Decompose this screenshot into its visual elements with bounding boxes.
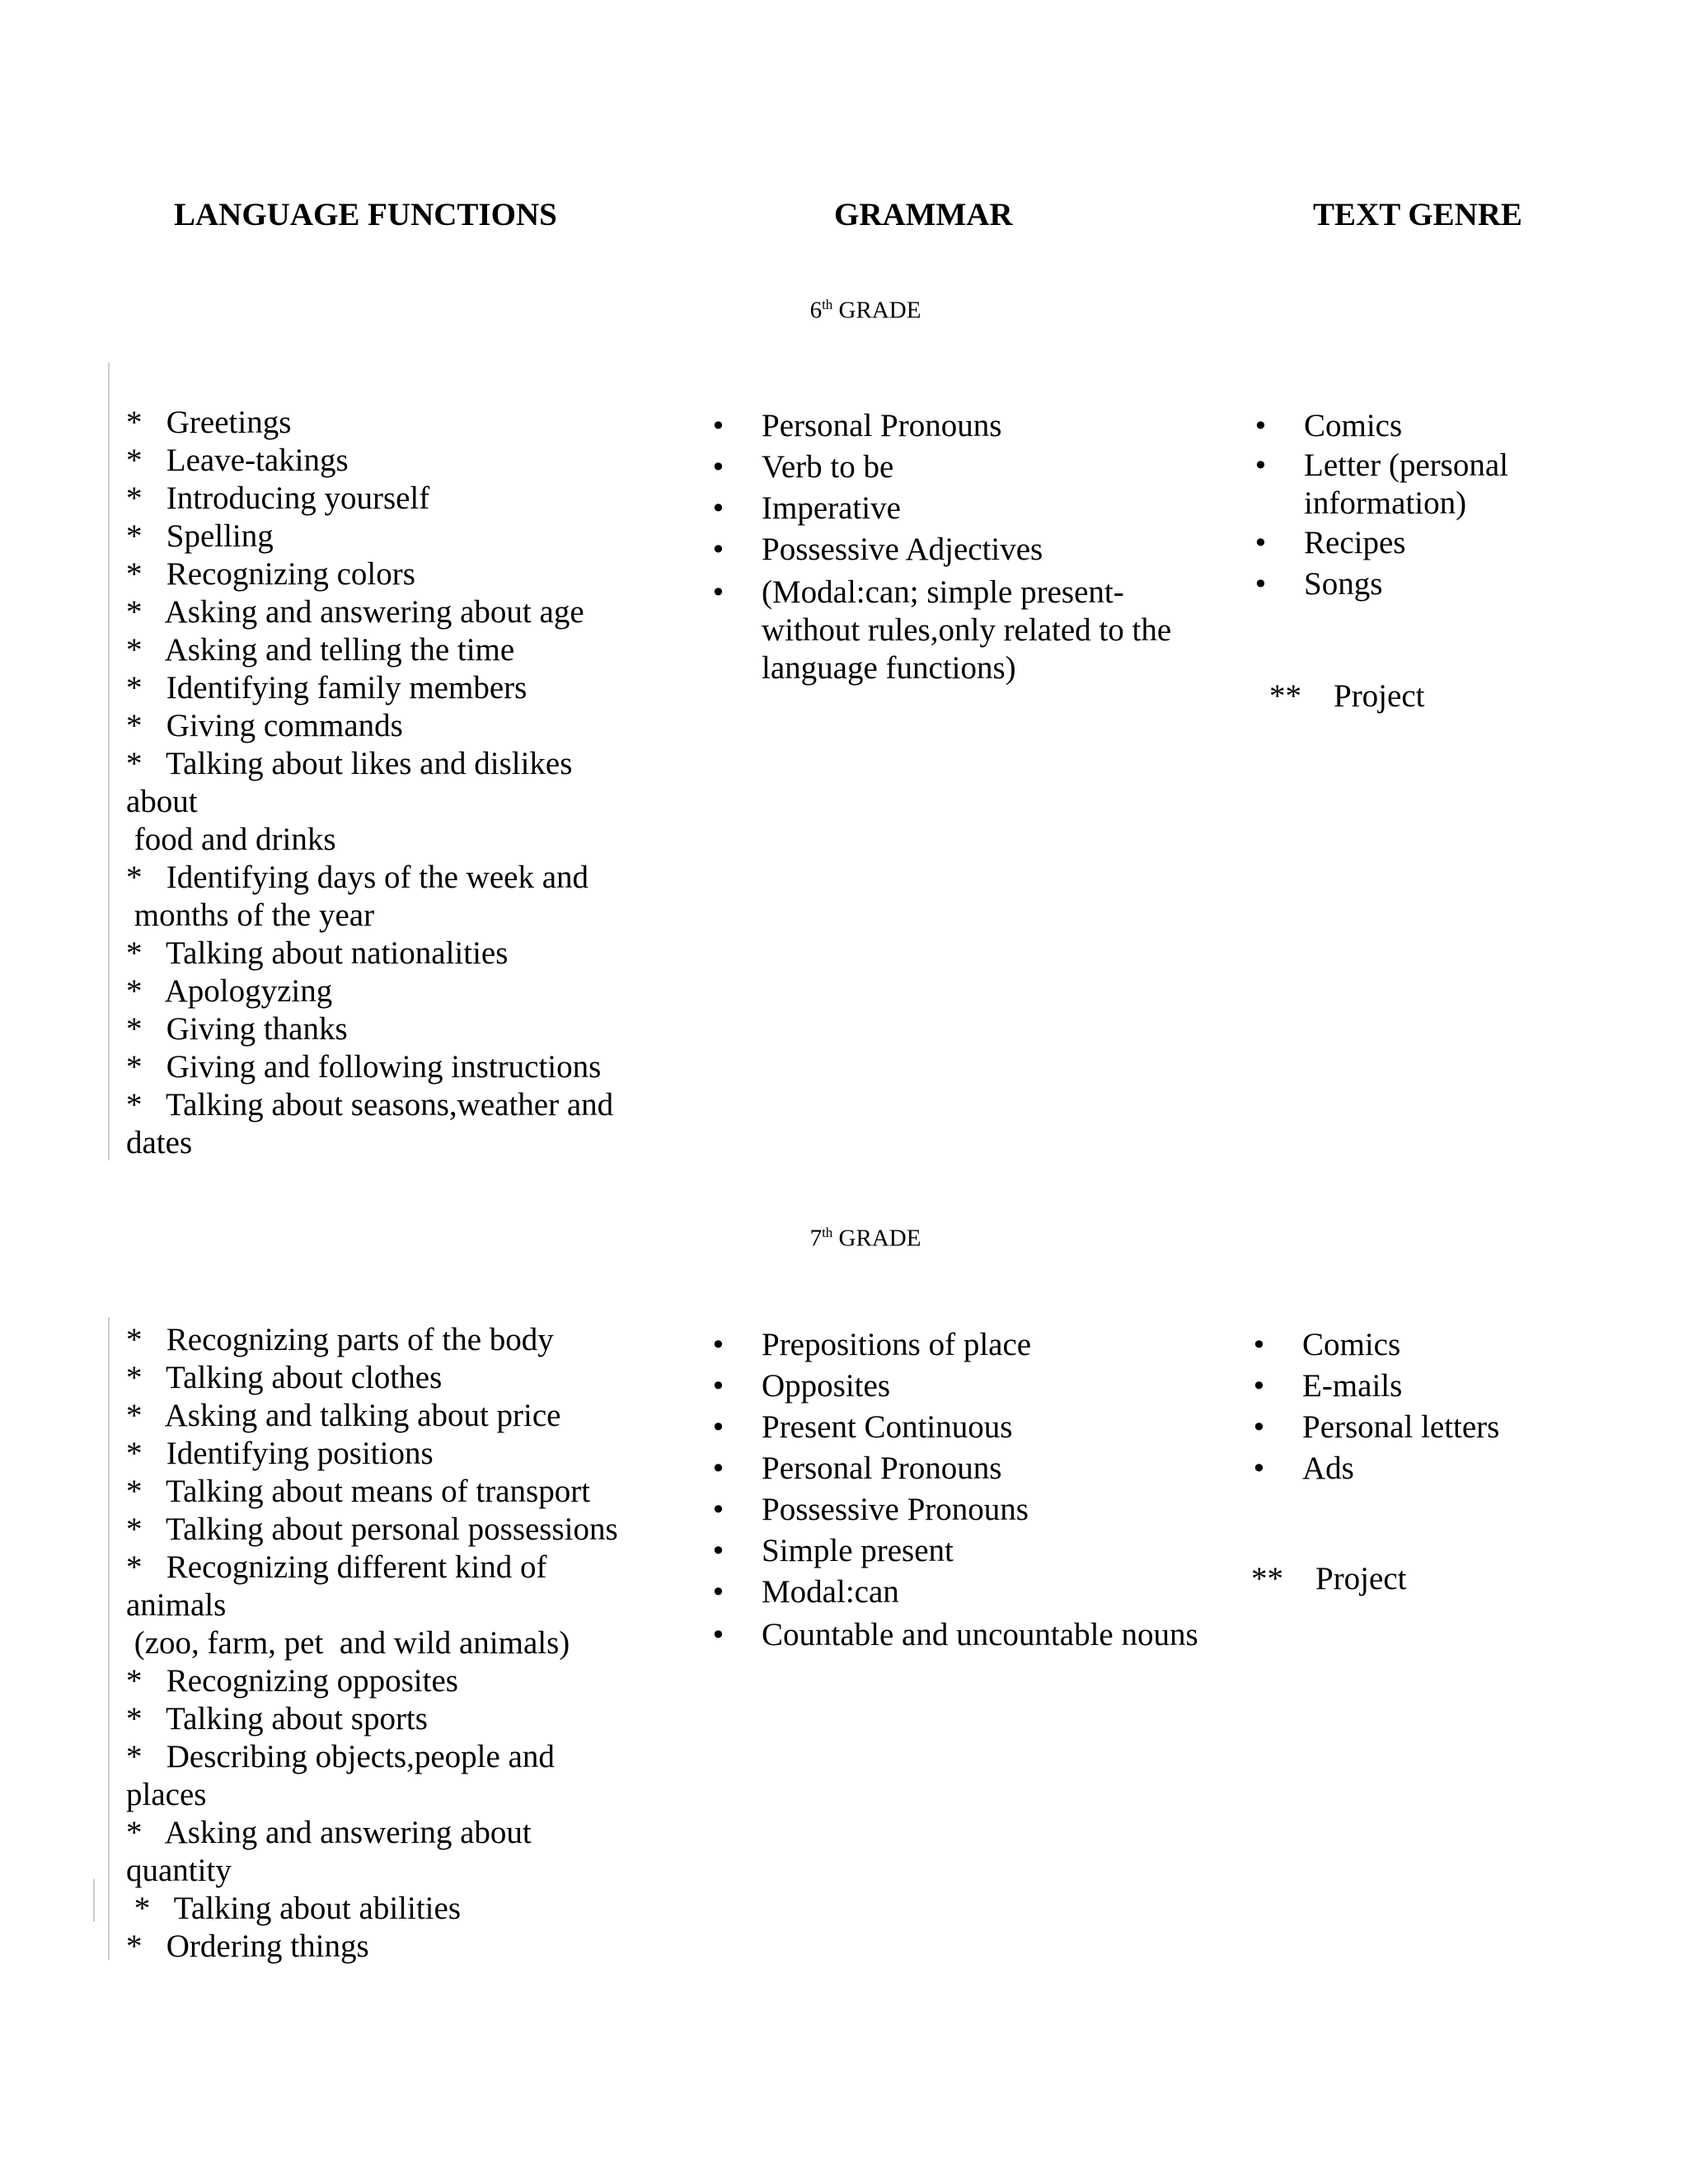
list-item: * Leave-takings — [126, 443, 349, 478]
list-item: * Giving thanks — [126, 1011, 348, 1047]
list-item: * Recognizing colors — [126, 556, 415, 592]
list-item: about — [126, 784, 198, 819]
list-item: * Giving and following instructions — [126, 1049, 602, 1085]
list-item: * Talking about seasons,weather and — [126, 1087, 614, 1122]
grade-7-project: ** Project — [1251, 1561, 1407, 1596]
list-item: * Talking about sports — [126, 1701, 428, 1736]
list-item: * Identifying family members — [126, 670, 528, 705]
list-item: • Personal letters — [1251, 1407, 1581, 1448]
list-item: • Simple present — [710, 1530, 1205, 1572]
list-item: • Comics — [1251, 1324, 1581, 1366]
list-item: * Asking and telling the time — [126, 632, 515, 668]
list-item: * Asking and answering about age — [126, 594, 584, 630]
list-item: * Recognizing parts of the body — [126, 1322, 554, 1357]
list-item: • Opposites — [710, 1366, 1205, 1407]
list-item: * Apologyzing — [126, 973, 333, 1009]
margin-line — [108, 363, 110, 1160]
list-item: * Describing objects,people and — [126, 1739, 555, 1774]
grade-suffix: th — [822, 1225, 833, 1240]
list-item: * Talking about clothes — [126, 1360, 443, 1395]
list-item: • (Modal:can; simple present- without rules,only related to the language functions) — [710, 574, 1205, 687]
list-item: • Personal Pronouns — [710, 405, 1205, 447]
list-item: * Talking about personal possessions — [126, 1511, 618, 1547]
list-item: • Recipes — [1253, 523, 1582, 564]
list-item: * Talking about means of transport — [126, 1474, 591, 1509]
list-item: • Songs — [1253, 564, 1582, 605]
grade-6-grammar — [710, 405, 1205, 687]
list-item: • Imperative — [710, 488, 1205, 529]
grade-number: 7 — [809, 1225, 823, 1252]
grade-label: GRADE — [832, 1225, 921, 1252]
list-item: * Spelling — [126, 518, 274, 554]
list-item: * Talking about abilities — [126, 1891, 461, 1926]
grade-6-language-functions — [126, 404, 613, 1162]
list-item: • Comics — [1253, 405, 1582, 447]
grade-7-text-genre — [1251, 1324, 1581, 1489]
grade-7-language-functions — [126, 1321, 618, 1966]
list-item: * Greetings — [126, 405, 292, 440]
header-language-functions: LANGUAGE FUNCTIONS — [174, 197, 557, 232]
grade-7-heading — [0, 1225, 1688, 1253]
list-item: • Present Continuous — [710, 1407, 1205, 1448]
list-item: * Recognizing opposites — [126, 1663, 458, 1699]
list-item: • Possessive Pronouns — [710, 1489, 1205, 1530]
list-item: * Identifying positions — [126, 1436, 434, 1471]
list-item: months of the year — [126, 898, 375, 933]
list-item: * Talking about likes and dislikes — [126, 746, 573, 781]
list-item: places — [126, 1777, 207, 1812]
list-item: • Verb to be — [710, 447, 1205, 488]
margin-line — [93, 1879, 95, 1922]
header-grammar: GRAMMAR — [834, 197, 1013, 232]
list-item: quantity — [126, 1853, 232, 1888]
list-item: • Countable and uncountable nouns — [710, 1616, 1205, 1654]
list-item: (zoo, farm, pet and wild animals) — [126, 1625, 570, 1661]
list-item: * Asking and talking about price — [126, 1398, 561, 1433]
list-item: * Asking and answering about — [126, 1815, 532, 1850]
grade-6-text-genre — [1253, 405, 1582, 605]
list-item: * Identifying days of the week and — [126, 860, 589, 895]
list-item: * Giving commands — [126, 708, 403, 743]
list-item: animals — [126, 1587, 227, 1623]
list-item: • Letter (personal information) — [1253, 447, 1582, 523]
list-item: • Prepositions of place — [710, 1324, 1205, 1366]
list-item: * Ordering things — [126, 1929, 369, 1964]
list-item: • Personal Pronouns — [710, 1448, 1205, 1489]
grade-7-grammar — [710, 1324, 1205, 1654]
list-item: * Talking about nationalities — [126, 935, 509, 971]
list-item: • Possessive Adjectives — [710, 529, 1205, 570]
grade-suffix: th — [822, 297, 833, 312]
list-item: food and drinks — [126, 822, 336, 857]
header-text-genre: TEXT GENRE — [1313, 197, 1522, 232]
list-item: * Introducing yourself — [126, 480, 430, 516]
list-item: • E-mails — [1251, 1366, 1581, 1407]
margin-line — [108, 1317, 110, 1960]
list-item: dates — [126, 1125, 193, 1160]
grade-6-heading — [0, 297, 1688, 325]
list-item: * Recognizing different kind of — [126, 1549, 547, 1585]
list-item: • Ads — [1251, 1448, 1581, 1489]
grade-6-project: ** Project — [1269, 678, 1425, 714]
list-item: • Modal:can — [710, 1572, 1205, 1613]
grade-number: 6 — [809, 297, 823, 324]
grade-label: GRADE — [832, 297, 921, 324]
